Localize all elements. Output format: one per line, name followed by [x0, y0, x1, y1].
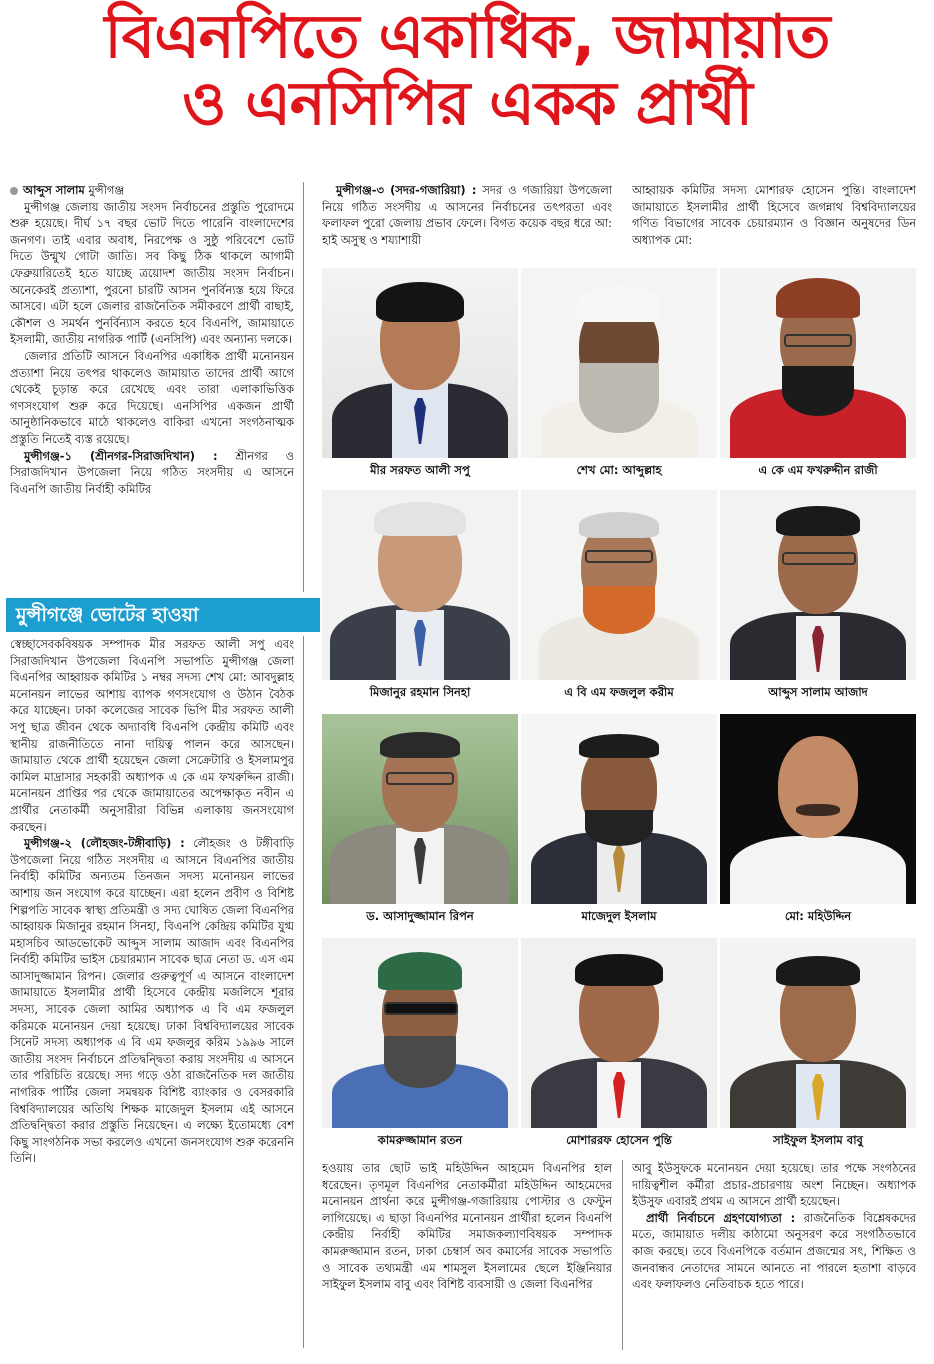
photo-cell: [720, 490, 916, 712]
byline: [10, 182, 294, 199]
photo-grid: [322, 268, 916, 1160]
bullet-icon: [10, 187, 18, 195]
photo-caption: সাইফুল ইসলাম বাবু: [773, 1133, 863, 1147]
column-1-top: [10, 182, 294, 592]
photo-cell: [322, 714, 518, 936]
column-divider: [622, 1160, 623, 1350]
photo-cell: [322, 490, 518, 712]
photo-cell: [521, 490, 717, 712]
photo-caption: কামরুজ্জামান রতন: [377, 1133, 463, 1147]
photo-caption: মাজেদুল ইসলাম: [581, 909, 657, 923]
photo-caption: শেখ মো: আব্দুল্লাহ: [576, 463, 662, 477]
photo-caption: এ বি এম ফজলুল করীম: [564, 685, 674, 699]
portrait-photo: [521, 490, 717, 680]
column-1-bottom: [10, 636, 294, 1348]
article-paragraph: জেলার প্রতিটি আসনে বিএনপির একাধিক প্রার্থী মনোনয়ন প্রত্যাশা নিয়ে তৎপর থাকলেও জামায়াত তাদের প্রার্থী আগে থেকেই চূড়ান্ত করে রেখেছে এবং তারা এলাকাভিত্তিক গণসংযোগ শুরু করে দিয়েছে। এনসিপির একজন প্রার্থী আনুষ্ঠানিকভাবে মাঠে থাকলেও বাকিরা এখনো সংগঠনাত্মক প্রস্তুতি নিতেই ব্যস্ত রয়েছে।: [10, 348, 294, 446]
seat-2-text: লৌহজং ও টঙ্গীবাড়ি উপজেলা নিয়ে গঠিত সংসদীয় এ আসনে বিএনপির জাতীয় নির্বাহী কমিটির অন্যতম তিনজন সদস্য মনোনয়ন লাভের আশায় জন সংযোগ করে যাচ্ছেন। এরা হলেন প্রবীণ ও বিশিষ্ট শিল্পপতি সাবেক স্বাস্থ্য প্রতিমন্ত্রী ও সদ্য ঘোষিত জেলা বিএনপির আহ্বায়ক মিজানুর রহমান সিনহা, বিএনপি কেন্দ্রিয় কমিটির যুগ্ম মহাসচিব আডভোকেট আব্দুস সালাম আজাদ এবং বিএনপির নির্বাহী কমিটির ভাইস চেয়ারম্যান সাবেক ছাত্র নেতা ড. এস এম আসাদুজ্জামান রিপন। জেলার গুরুত্বপূর্ণ এ আসনে বাংলাদেশ জামায়াতে ইসলামীর প্রার্থী হিসেবে কেন্দ্রীয় মজলিসে শূরার সদস্য, সাবেক জেলা আমির অধ্যাপক এ বি এম ফজলুল করিমকে মনোনয়ন দেয়া হয়েছে। ঢাকা বিশ্ববিদ্যালয়ের সাবেক সিনেট সদস্য অধ্যাপক এ বি এম ফজলুর করিম ১৯৯৬ সালে জাতীয় সংসদ নির্বাচনে প্রতিদ্বন্দ্বিতা করায় সংসদীয় এ আসনে তার পরিচিতি রয়েছে। সদ্য গড়ে ওঠা রাজনৈতিক দল জাতীয় নাগরিক পার্টির জেলা সমন্বয়ক বিশিষ্ট ব্যাংকার ও বেসরকারি বিশ্ববিদ্যালয়ের অতিথি শিক্ষক মাজেদুল ইসলাম এই আসনে প্রতিদ্বন্দ্বিতা করার প্রস্তুতি নিয়েছেন। এ লক্ষ্যে ইতোমধ্যে বেশ কিছু সাংগঠনিক সভা করলেও এখনো জনসংযোগ শুরু করেননি তিনি।: [10, 836, 294, 1166]
portrait-photo: [521, 938, 717, 1128]
seat-1-text: শ্রীনগর ও সিরাজদিখান উপজেলা নিয়ে গঠিত সংসদীয় এ আসনে বিএনপি জাতীয় নির্বাহী কমিটির: [10, 448, 294, 496]
column-2-top: [322, 182, 612, 250]
article-paragraph: আবু ইউসুফকে মনোনয়ন দেয়া হয়েছে। তার পক্ষে সংগঠনের দায়িত্বশীল কর্মীরা প্রচার-প্রচারণায় অংশ নিচ্ছেন। অধ্যাপক ইউসুফ এবারই প্রথম এ আসনে প্রার্থী হয়েছেন।: [632, 1161, 916, 1209]
seat-2-label: মুন্সীগঞ্জ-২ (লৌহজং-টঙ্গীবাড়ি) :: [24, 836, 185, 851]
headline: [0, 2, 934, 139]
portrait-photo: [720, 490, 916, 680]
seat-3-text: সদর ও গজারিয়া উপজেলা নিয়ে গঠিত সংসদীয় এ আসনের নির্বাচনের তৎপরতা এবং ফলাফল পুরো জেলায় প্রভাব ফেলে। বিগত কয়েক বছর ধরে আ: হাই অসুস্থ ও শয্যাশায়ী: [322, 183, 612, 247]
photo-caption: এ কে এম ফখরুদ্দীন রাজী: [758, 463, 878, 477]
portrait-photo: [322, 938, 518, 1128]
seat-1-label: মুন্সীগঞ্জ-১ (শ্রীনগর-সিরাজদিখান) :: [24, 448, 218, 463]
byline-place: মুন্সীগঞ্জ: [88, 183, 125, 197]
portrait-photo: [322, 490, 518, 680]
column-divider: [303, 182, 304, 592]
seat-3-label: মুন্সীগঞ্জ-৩ (সদর-গজারিয়া) :: [336, 183, 477, 197]
photo-caption: আব্দুস সালাম আজাদ: [768, 685, 868, 699]
column-2-bottom: [322, 1160, 612, 1352]
article-paragraph: হওয়ায় তার ছোট ভাই মহিউদ্দিন আহমেদ বিএনপির হাল ধরেছেন। তৃণমূল বিএনপির নেতাকর্মীরা মহিউদ্দিন আহমেদের মনোনয়ন প্রার্থনা করে মুন্সীগঞ্জ-গজারিয়ায় পোস্টার ও ফেস্টুন লাগিয়েছে। এ ছাড়া বিএনপির মনোনয়ন প্রার্থীরা হলেন বিএনপি কেন্দ্রীয় নির্বাহী কমিটির সমাজকল্যাণবিষয়ক সম্পাদক কামরুজ্জামান রতন, ঢাকা চেম্বার্স অব কমার্সের সাবেক সভাপতি ও সাবেক তথ্যমন্ত্রী এম শামসুল ইসলামের ছেলে ইঞ্জিনিয়ার সাইফুল ইসলাম বাবু এবং বিশিষ্ট ব্যবসায়ী ও জেলা বিএনপির: [322, 1161, 612, 1292]
column-divider: [303, 636, 304, 1348]
headline-line-1: বিএনপিতে একাধিক, জামায়াত: [104, 2, 830, 72]
photo-caption: ড. আসাদুজ্জামান রিপন: [366, 909, 474, 923]
photo-cell: [521, 268, 717, 490]
portrait-photo: [720, 714, 916, 904]
byline-author: আব্দুস সালাম: [23, 183, 85, 197]
photo-cell: [720, 714, 916, 936]
headline-line-2: ও এনসিপির একক প্রার্থী: [182, 69, 752, 139]
portrait-photo: [322, 268, 518, 458]
column-3-bottom: [632, 1160, 916, 1352]
analysis-text: রাজনৈতিক বিশ্লেষকদের মতে, জামায়াত দলীয় কাঠামো অনুসরণ করে সংগঠিতভাবে কাজ করছে। তবে বিএনপিকে বর্তমান প্রজন্মের সৎ, শিক্ষিত ও জনবান্ধব নেতাদের সামনে আনতে না পারলে হতাশা বাড়বে এবং ফলাফলও নেতিবাচক হতে পারে।: [632, 1210, 916, 1292]
photo-cell: [720, 268, 916, 490]
article-paragraph: আহ্বায়ক কমিটির সদস্য মোশারফ হোসেন পুন্তি। বাংলাদেশ জামায়াতে ইসলামীর প্রার্থী হিসেবে জগন্নাথ বিশ্ববিদ্যালয়ের গণিত বিভাগের সাবেক চেয়ারম্যান ও বিজ্ঞান অনুষদের ডিন অধ্যাপক মো:: [632, 183, 916, 247]
column-3-top: [632, 182, 916, 250]
analysis-label: প্রার্থী নির্বাচনে গ্রহণযোগ্যতা :: [646, 1210, 796, 1225]
portrait-photo: [720, 268, 916, 458]
photo-caption: মো: মহিউদ্দিন: [784, 909, 852, 923]
article-paragraph: মুন্সীগঞ্জ জেলায় জাতীয় সংসদ নির্বাচনের প্রস্তুতি পুরোদমে শুরু হয়েছে। দীর্ঘ ১৭ বছর ভোট দিতে পারেনি বাংলাদেশের জনগণ। তাই এবার অবাধ, নিরপেক্ষ ও সুষ্ঠু পরিবেশে ভোট দিতে উন্মুখ গোটা জাতি। সব কিছু ঠিক থাকলে আগামী ফেব্রুয়ারিতেই হতে যাচ্ছে ত্রয়োদশ জাতীয় সংসদ নির্বাচন। অনেকেরই প্রত্যাশা, পুরনো চারটি আসন পুনর্বিন্যস্ত হয়ে ফিরে আসবে। এটা হলে জেলার রাজনৈতিক সমীকরণে প্রার্থী বাছাই, কৌশল ও সমর্থন পুনর্বিন্যাস করতে হবে বিএনপি, জামায়াতে ইসলামী, জাতীয় নাগরিক পার্টি (এনসিপি) এবং অন্যান্য দলকে।: [10, 199, 294, 347]
photo-caption: মোশাররফ হোসেন পুন্তি: [566, 1133, 672, 1147]
portrait-photo: [521, 268, 717, 458]
photo-cell: [322, 938, 518, 1160]
article-paragraph: স্বেচ্ছাসেবকবিষয়ক সম্পাদক মীর সরফত আলী সপু এবং সিরাজদিখান উপজেলা বিএনপি সভাপতি মুন্সীগঞ্জ জেলা বিএনপির আহ্বায়ক কমিটির ১ নম্বর সদস্য শেখ মো: আবদুল্লাহ মনোনয়ন লাভের আশায় ব্যাপক গণসংযোগ ও উঠান বৈঠক করে যাচ্ছেন। ঢাকা কলেজের সাবেক ভিপি মীর সরফত আলী সপু ছাত্র জীবন থেকে অদ্যাবধি বিএনপি কেন্দ্রীয় কমিটি এবং স্থানীয় রাজনীতিতে নানা দায়িত্ব পালন করে আসছেন। জামায়াত থেকে প্রার্থী হয়েছেন জেলা সেক্রেটারি ও ইসলামপুর কামিল মাদ্রাসার সহকারী অধ্যাপক এ কে এম ফখরুদ্দিন রাজী। মনোনয়ন প্রাপ্তির পর থেকে জামায়াতের অপেক্ষাকৃত নবীন এ প্রার্থীর নেতাকর্মী অনুসারীরা বিভিন্ন এলাকায় জনসংযোগ করছেন।: [10, 637, 294, 834]
photo-cell: [720, 938, 916, 1160]
portrait-photo: [521, 714, 717, 904]
photo-cell: [521, 938, 717, 1160]
photo-caption: মীর সরফত আলী সপু: [370, 463, 470, 477]
portrait-photo: [322, 714, 518, 904]
photo-cell: [521, 714, 717, 936]
photo-caption: মিজানুর রহমান সিনহা: [369, 685, 471, 699]
portrait-photo: [720, 938, 916, 1128]
photo-cell: [322, 268, 518, 490]
section-banner: মুন্সীগঞ্জে ভোটের হাওয়া: [6, 598, 320, 632]
